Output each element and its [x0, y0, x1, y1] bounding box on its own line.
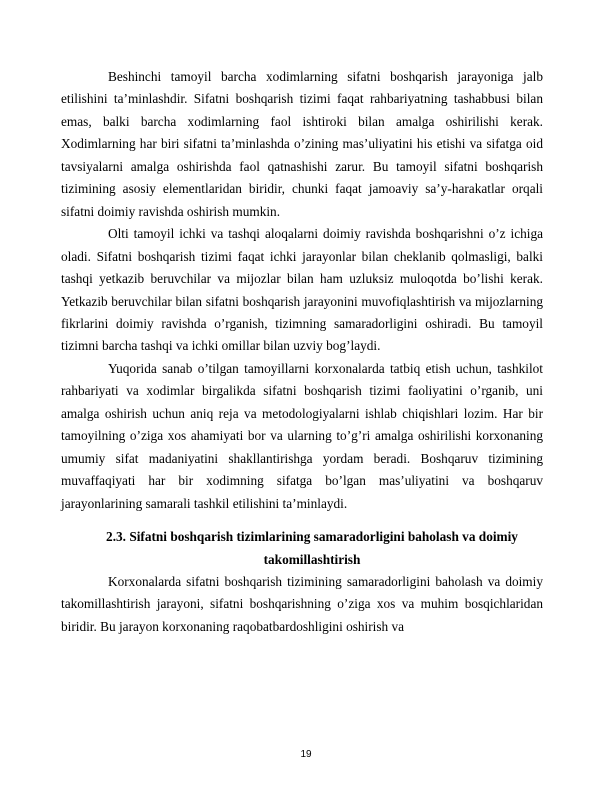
- document-page: [61, 66, 543, 638]
- page-number: 19: [300, 749, 312, 760]
- paragraph-implementation: Yuqorida sanab o’tilgan tamoyillarni korxonalarda tatbiq etish uchun, tashkilot rahbariyati va xodimlar birgalikda sifatni boshqarish tizimi faoliyatini o’rganib, uni amalga oshirish uchun aniq reja va metodologiyalarni ishlab chiqishlari lozim. Har bir tamoyilning o’ziga xos ahamiyati bor va ularning to’g’ri amalga oshirilishi korxonaning umumiy sifat madaniyatini shakllantirishga yordam beradi. Boshqaruv tizimining muvaffaqiyati har bir xodimning sifatga bo’lgan mas’uliyatini va boshqaruv jarayonlarining samarali tashkil etilishini ta’minlaydi.: [61, 360, 543, 511]
- section-heading: 2.3. Sifatni boshqarish tizimlarining samaradorligini baholash va doimiy takomillashtirish: [106, 529, 518, 567]
- paragraph-principle-six: Olti tamoyil ichki va tashqi aloqalarni doimiy ravishda boshqarishni o’z ichiga oladi. Sifatni boshqarish tizimi faqat ichki jarayonlar bilan cheklanib qolmasligi, balki tashqi yetkazib beruvchilar va mijozlar bilan ham uzluksiz muloqotda bo’lishi kerak. Yetkazib beruvchilar bilan sifatni boshqarish jarayonini muvofiqlashtirish va mijozlarning fikrlarini doimiy ravishda o’rganish, tizimning samaradorligini oshiradi. Bu tamoyil tizimni barcha tashqi va ichki omillar bilan uzviy bog’laydi.: [61, 226, 543, 354]
- paragraph-evaluation: Korxonalarda sifatni boshqarish tizimining samaradorligini baholash va doimiy takomillashtirish jarayoni, sifatni boshqarishning o’ziga xos va muhim bosqichlaridan biridir. Bu jarayon korxonaning raqobatbardoshligini oshirish va: [61, 573, 543, 634]
- paragraph-principle-five: Beshinchi tamoyil barcha xodimlarning sifatni boshqarish jarayoniga jalb etilishini ta’minlashdir. Sifatni boshqarish tizimi faqat rahbariyatning tashabbusi bilan emas, balki barcha xodimlarning faol ishtiroki bilan amalga oshirilishi kerak. Xodimlarning har biri sifatni ta’minlashda o’zining mas’uliyatini his etishi va sifatga oid tavsiyalarni amalga oshirishda faol qatnashishi zarur. Bu tamoyil sifatni boshqarish tizimining asosiy elementlaridan biridir, chunki faqat jamoaviy sa’y-harakatlar orqali sifatni doimiy ravishda oshirish mumkin.: [61, 69, 543, 219]
